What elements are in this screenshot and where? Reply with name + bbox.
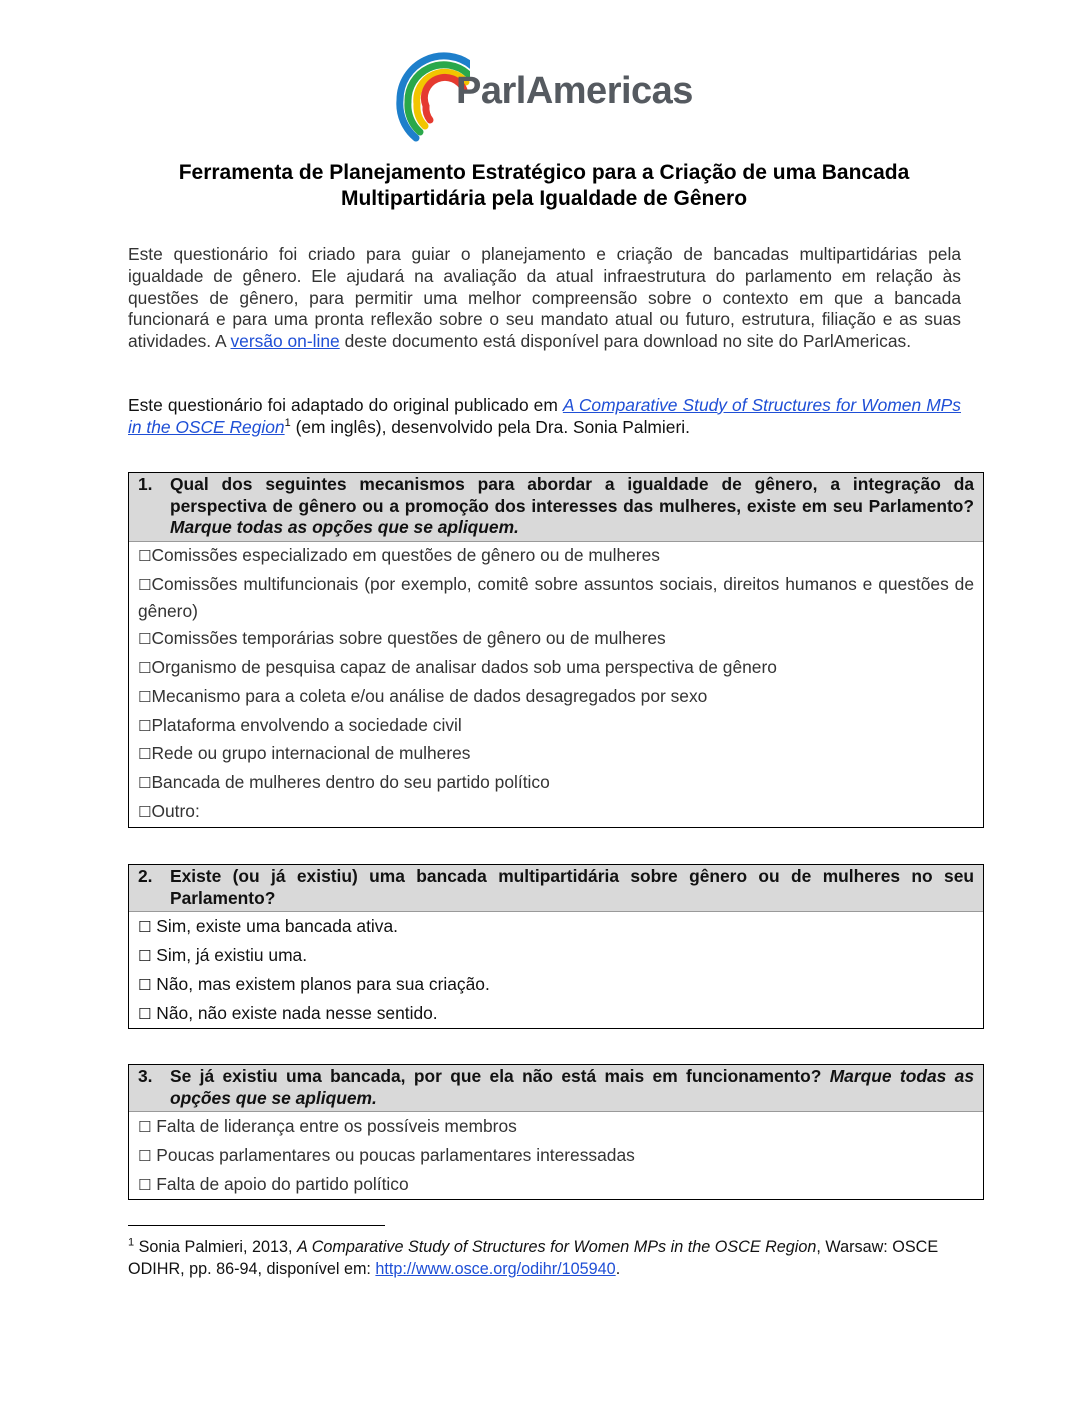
checkbox-icon[interactable]: ☐ [138,1005,152,1023]
footnote-separator [128,1225,385,1226]
footnote-url-link[interactable]: http://www.osce.org/odihr/105940 [375,1260,616,1278]
checkbox-option[interactable]: ☐Mecanismo para a coleta e/ou análise de dados desagregados por sexo [138,685,708,706]
checkbox-option[interactable]: ☐ Sim, já existiu uma. [138,945,308,965]
adapted-text-before: Este questionário foi adaptado do original publicado em [128,395,563,415]
checkbox-icon[interactable]: ☐ [138,1147,152,1165]
checkbox-option[interactable]: ☐Rede ou grupo internacional de mulheres [138,743,471,764]
online-version-link[interactable]: versão on-line [230,331,340,352]
title-line-2: Multipartidária pela Igualdade de Gênero [340,187,748,210]
checkbox-option[interactable]: ☐Comissões multifuncionais (por exemplo, comitê sobre assuntos sociais, direitos humanos e questões de gênero) [138,574,974,622]
footnote-citation: A Comparative Study of Structures for Women MPs in the OSCE Region [297,1238,817,1256]
checkbox-icon[interactable]: ☐ [138,576,152,595]
checkbox-icon[interactable]: ☐ [138,976,152,994]
checkbox-option[interactable]: ☐ Poucas parlamentares ou poucas parlamentares interessadas [138,1145,635,1165]
checkbox-icon[interactable]: ☐ [138,745,152,764]
footnote-number: 1 [128,1236,135,1249]
intro-text-after-link: deste documento está disponível para download no site do ParlAmericas. [339,331,912,352]
checkbox-icon[interactable]: ☐ [138,947,152,965]
question-3-header [129,1065,983,1112]
question-1-box [128,472,984,828]
question-3-box [128,1064,984,1200]
question-2-header [129,865,983,912]
checkbox-icon[interactable]: ☐ [138,716,152,735]
checkbox-option[interactable]: ☐ Sim, existe uma bancada ativa. [138,916,398,936]
question-3-text: Se já existiu uma bancada, por que ela não está mais em funcionamento? Marque todas as opções que se apliquem. [170,1066,974,1108]
adaptation-paragraph [128,395,961,439]
checkbox-option[interactable]: ☐Comissões temporárias sobre questões de gênero ou de mulheres [138,628,666,649]
footnote-marker: 1 [284,417,291,429]
logo-wordmark: ParlAmericas [456,70,693,112]
comparative-study-link[interactable]: A Comparative Study of Structures for Women MPs in the OSCE Region [128,395,961,437]
checkbox-icon[interactable]: ☐ [138,1176,152,1194]
checkbox-option[interactable]: ☐ Falta de liderança entre os possíveis membros [138,1116,517,1136]
question-1-number: 1. [138,474,153,494]
parlamericas-logo [390,52,720,142]
checkbox-icon[interactable]: ☐ [138,546,152,565]
checkbox-icon[interactable]: ☐ [138,659,152,678]
question-2-text: Existe (ou já existiu) uma bancada multipartidária sobre gênero ou de mulheres no seu Parlamento? [170,866,974,908]
checkbox-option[interactable]: ☐Plataforma envolvendo a sociedade civil [138,714,462,735]
question-1-header [129,473,983,542]
document-title [128,160,960,212]
checkbox-option[interactable]: ☐ Não, não existe nada nesse sentido. [138,1003,438,1023]
checkbox-icon[interactable]: ☐ [138,803,152,822]
checkbox-option[interactable]: ☐ Falta de apoio do partido político [138,1174,409,1194]
checkbox-icon[interactable]: ☐ [138,774,152,793]
checkbox-option[interactable]: ☐ Não, mas existem planos para sua criação. [138,974,490,994]
adapted-text-after: (em inglês), desenvolvido pela Dra. Sonia Palmieri. [290,416,690,437]
intro-paragraph [128,244,961,353]
checkbox-option[interactable]: ☐Organismo de pesquisa capaz de analisar dados sob uma perspectiva de gênero [138,657,777,678]
checkbox-option[interactable]: ☐Comissões especializado em questões de gênero ou de mulheres [138,544,660,565]
intro-text-before-link: Este questionário foi criado para guiar o planejamento e criação de bancadas multipartidárias pela igualdade de gênero. Ele ajudará na avaliação da atual infraestrutura do parlamento em relação às questões de gênero, para permitir uma melhor compreensão sobre o contexto em que a bancada funcionará e para uma pronta reflexão sobre o seu mandato atual ou futuro, estrutura, filiação e as suas atividades. A [128,244,961,352]
checkbox-icon[interactable]: ☐ [138,918,152,936]
question-1-text: Qual dos seguintes mecanismos para abordar a igualdade de gênero, a integração da perspectiva de gênero ou a promoção dos interesses das mulheres, existe em seu Parlamento? Marque todas as opções que se apliquem. [170,474,974,537]
checkbox-icon[interactable]: ☐ [138,630,152,649]
question-1-instruction: Marque todas as opções que se apliquem. [170,517,519,537]
footnote: $^1$ Sonia Palmieri, 2013, A Comparative Study of Structures for Women MPs in the OSCE Region, Warsaw: OSCE ODIHR, pp. 86-94, disponível em: http://www.osce.org/odihr/105940. [128,1236,939,1278]
title-line-1: Ferramenta de Planejamento Estratégico para a Criação de uma Bancada [178,161,910,184]
question-3-instruction: Marque todas as opções que se apliquem. [170,1066,974,1108]
checkbox-option[interactable]: ☐Bancada de mulheres dentro do seu partido político [138,772,550,793]
question-2-number: 2. [138,866,153,886]
checkbox-option[interactable]: ☐Outro: [138,801,200,822]
checkbox-icon[interactable]: ☐ [138,1118,152,1136]
checkbox-icon[interactable]: ☐ [138,687,152,706]
question-3-number: 3. [138,1066,153,1086]
question-2-box [128,864,984,1029]
